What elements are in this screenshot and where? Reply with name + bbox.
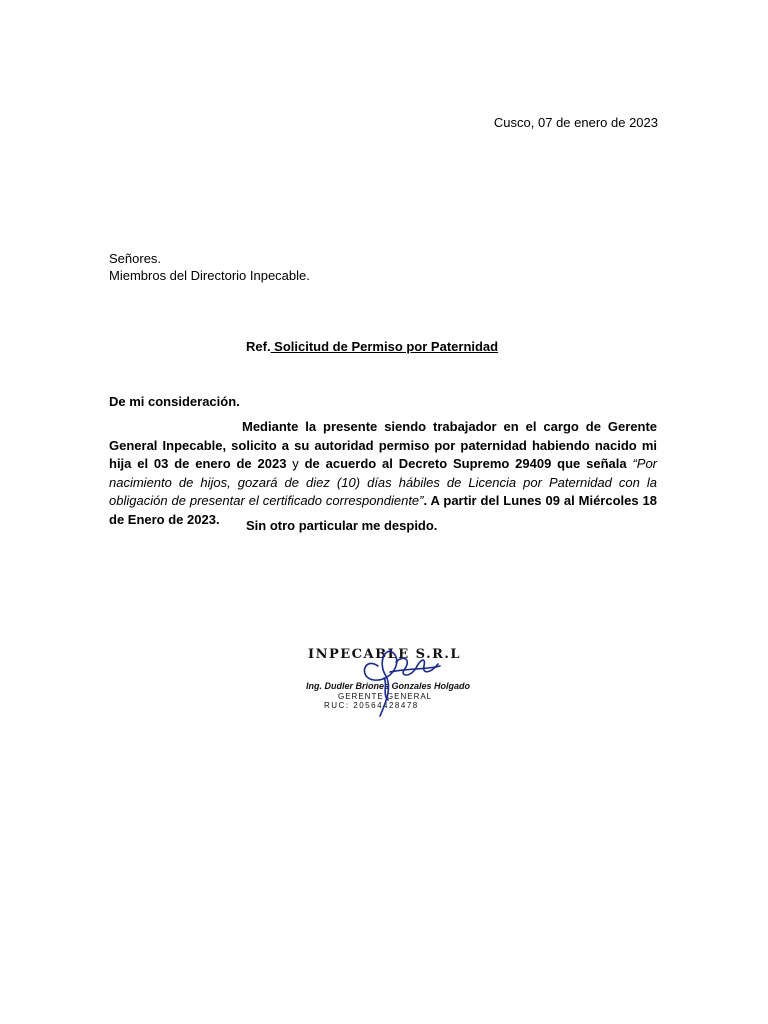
recipient-line-2: Miembros del Directorio Inpecable. [109,268,310,283]
stamp-svg [300,636,472,720]
decree-quote: “Por nacimiento de hijos, gozará de diez (10) días hábiles de Licencia por Paternidad con la obligación de presentar el certificado correspondiente” [109,456,657,508]
body-part-1: Mediante la presente siendo trabajador en el cargo de Gerente General Inpecable, solicito a su autoridad permiso por paternidad habiendo nacido mi hija el 03 de enero de 2023 [109,419,657,471]
body-part-2: y [292,456,299,471]
stamp-title: GERENTE GENERAL [338,692,433,701]
stamp-company: INPECABLE S.R.L [308,647,462,662]
body-part-3: de acuerdo al Decreto Supremo 29409 que señala [298,456,633,471]
stamp-name: Ing. Dudler Briones Gonzales Holgado [306,681,471,691]
date-line: Cusco, 07 de enero de 2023 [493,115,658,130]
reference-line [246,339,498,354]
recipient-block [109,250,310,284]
reference-subject: Solicitud de Permiso por Paternidad [270,339,499,354]
body-part-4: . A partir del Lunes 09 al Miércoles 18 de Enero de 2023. [109,493,657,527]
recipient-line-1: Señores. [109,251,162,266]
closing-line: Sin otro particular me despido. [246,518,438,533]
greeting: De mi consideración. [109,394,240,409]
company-stamp [300,636,472,720]
reference-prefix: Ref. [246,339,271,354]
stamp-ruc: RUC: 20564428478 [324,701,419,710]
letter-body [109,418,657,529]
